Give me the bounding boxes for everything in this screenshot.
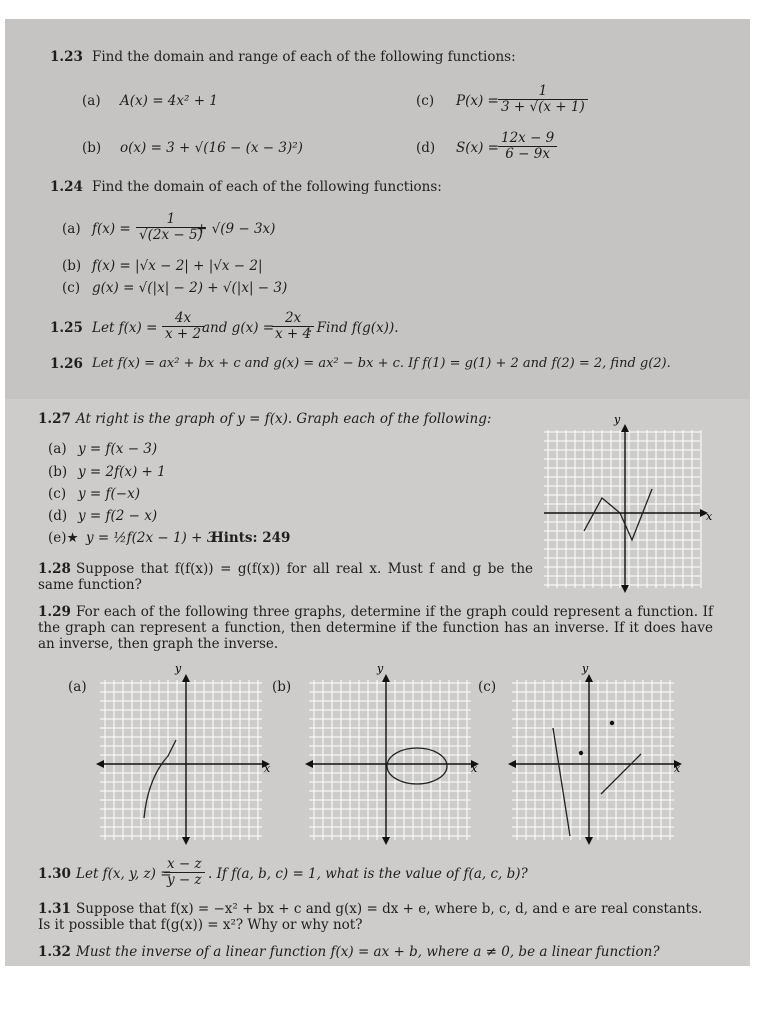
- fraction: [164, 857, 205, 888]
- graph-label: (b): [272, 679, 292, 695]
- graph-ellipse: [387, 748, 447, 784]
- function-curve: [584, 489, 652, 540]
- y-axis-arrow-icon: [182, 837, 190, 845]
- y-axis-label: y: [614, 413, 621, 426]
- item-label: (a): [48, 441, 67, 457]
- x-axis-label: x: [674, 762, 681, 775]
- graph-curve: [144, 740, 176, 818]
- problem-number: 1.28: [38, 561, 71, 577]
- item-label: (b): [82, 140, 102, 156]
- graph-label: (a): [68, 679, 87, 695]
- fraction-numerator: 4x: [162, 311, 204, 327]
- fraction-numerator: 2x: [272, 311, 314, 327]
- x-axis-arrow-icon: [96, 760, 104, 768]
- fraction-denominator: y − z: [167, 872, 202, 888]
- x-axis-label: x: [471, 762, 478, 775]
- item-expression: y = f(−x): [78, 486, 140, 502]
- problem-prompt: At right is the graph of y = f(x). Graph each of the following:: [76, 411, 492, 427]
- item-expression: y = f(x − 3): [78, 441, 158, 457]
- problem-text: Let f(x) = ax² + bx + c and g(x) = ax² − bx + c. If f(1) = g(1) + 2 and f(2) = 2, find g(2).: [92, 356, 671, 371]
- item-label: (d): [48, 508, 68, 524]
- y-axis-arrow-icon: [585, 674, 593, 682]
- fraction-denominator: x + 2: [165, 326, 202, 342]
- item-lhs: P(x) =: [456, 93, 499, 109]
- item-label: (c): [48, 486, 67, 502]
- fraction-numerator: x − z: [164, 857, 205, 873]
- item-label: (b): [62, 258, 82, 274]
- item-label: (d): [416, 140, 436, 156]
- fraction-numerator: 1: [136, 212, 206, 228]
- problem-text: . Find f(g(x)).: [308, 320, 399, 336]
- problem-text: . If f(a, b, c) = 1, what is the value of f(a, c, b)?: [208, 866, 528, 882]
- problem-text: Let f(x, y, z) =: [76, 866, 172, 882]
- fraction: [498, 84, 588, 115]
- fraction: [162, 311, 204, 342]
- problem-prompt: Find the domain of each of the following functions:: [92, 179, 442, 195]
- y-axis-arrow-icon: [382, 837, 390, 845]
- y-axis-label: y: [175, 662, 182, 675]
- problem-number: 1.29: [38, 604, 71, 620]
- problem-number: 1.32: [38, 944, 71, 960]
- problem-text: Let f(x) =: [92, 320, 158, 336]
- grid: [544, 430, 701, 588]
- problem-number: 1.23: [50, 49, 83, 65]
- fraction-denominator: x + 4: [275, 326, 312, 342]
- fraction-numerator: 12x − 9: [498, 131, 557, 147]
- item-expression: f(x) = |√x − 2| + |√x − 2|: [92, 258, 263, 274]
- item-expression: + √(9 − 3x): [196, 221, 276, 237]
- item-lhs: S(x) =: [456, 140, 499, 156]
- problem-number: 1.27: [38, 411, 71, 427]
- problem-number: 1.26: [50, 356, 83, 372]
- fraction: [498, 131, 557, 162]
- x-axis-arrow-icon: [305, 760, 313, 768]
- item-expression: y = 2f(x) + 1: [78, 464, 166, 480]
- item-label: (b): [48, 464, 68, 480]
- graph-a: [96, 660, 276, 845]
- item-expression: y = ½f(2x − 1) + 3: [86, 530, 216, 546]
- problem-number: 1.30: [38, 866, 71, 882]
- hint-reference: Hints: 249: [211, 530, 291, 546]
- y-axis-arrow-icon: [621, 585, 629, 593]
- grid: [309, 680, 471, 840]
- problem-number: 1.25: [50, 320, 83, 336]
- y-axis-arrow-icon: [621, 424, 629, 432]
- item-lhs: f(x) =: [92, 221, 131, 237]
- x-axis-label: x: [706, 510, 713, 523]
- problem-text: Suppose that f(f(x)) = g(f(x)) for all real x. Must f and g be the same function?: [38, 561, 533, 593]
- graph-point: [610, 721, 614, 725]
- item-expression: o(x) = 3 + √(16 − (x − 3)²): [120, 140, 303, 156]
- y-axis-arrow-icon: [382, 674, 390, 682]
- graph-label: (c): [478, 679, 497, 695]
- item-expression: A(x) = 4x² + 1: [120, 93, 218, 109]
- y-axis-arrow-icon: [182, 674, 190, 682]
- fraction-denominator: √(2x − 5): [139, 227, 203, 243]
- x-axis-label: x: [264, 762, 271, 775]
- page-top: [5, 19, 750, 399]
- item-expression: y = f(2 − x): [78, 508, 158, 524]
- graph-c: [508, 660, 688, 845]
- item-label: (e)★: [48, 530, 79, 546]
- grid: [100, 680, 262, 840]
- y-axis-arrow-icon: [585, 837, 593, 845]
- item-label: (c): [62, 280, 81, 296]
- item-label: (a): [82, 93, 101, 109]
- problem-text: and g(x) =: [202, 320, 275, 336]
- function-graph: [540, 410, 715, 595]
- item-label: (a): [62, 221, 81, 237]
- problem-prompt: Find the domain and range of each of the following functions:: [92, 49, 516, 65]
- problem-text: Suppose that f(x) = −x² + bx + c and g(x) = dx + e, where b, c, d, and e are real constants. Is it possible that f(g(x)) = x²? Why or why not?: [38, 901, 703, 933]
- graph-point: [579, 751, 583, 755]
- problem-text: Must the inverse of a linear function f(x) = ax + b, where a ≠ 0, be a linear function?: [76, 944, 660, 960]
- grid: [512, 680, 674, 840]
- item-label: (c): [416, 93, 435, 109]
- y-axis-label: y: [377, 662, 384, 675]
- problem-text: For each of the following three graphs, determine if the graph could represent a function. If the graph can represent a function, then determine if the function has an inverse. If it does have an inverse, then graph the inverse.: [38, 604, 713, 652]
- y-axis-label: y: [582, 662, 589, 675]
- fraction-numerator: 1: [498, 84, 588, 100]
- graph-b: [305, 660, 485, 845]
- problem-number: 1.31: [38, 901, 71, 917]
- problem-number: 1.24: [50, 179, 83, 195]
- x-axis-arrow-icon: [508, 760, 516, 768]
- fraction-denominator: 6 − 9x: [505, 146, 550, 162]
- item-expression: g(x) = √(|x| − 2) + √(|x| − 3): [92, 280, 288, 296]
- fraction-denominator: 3 + √(x + 1): [501, 99, 585, 115]
